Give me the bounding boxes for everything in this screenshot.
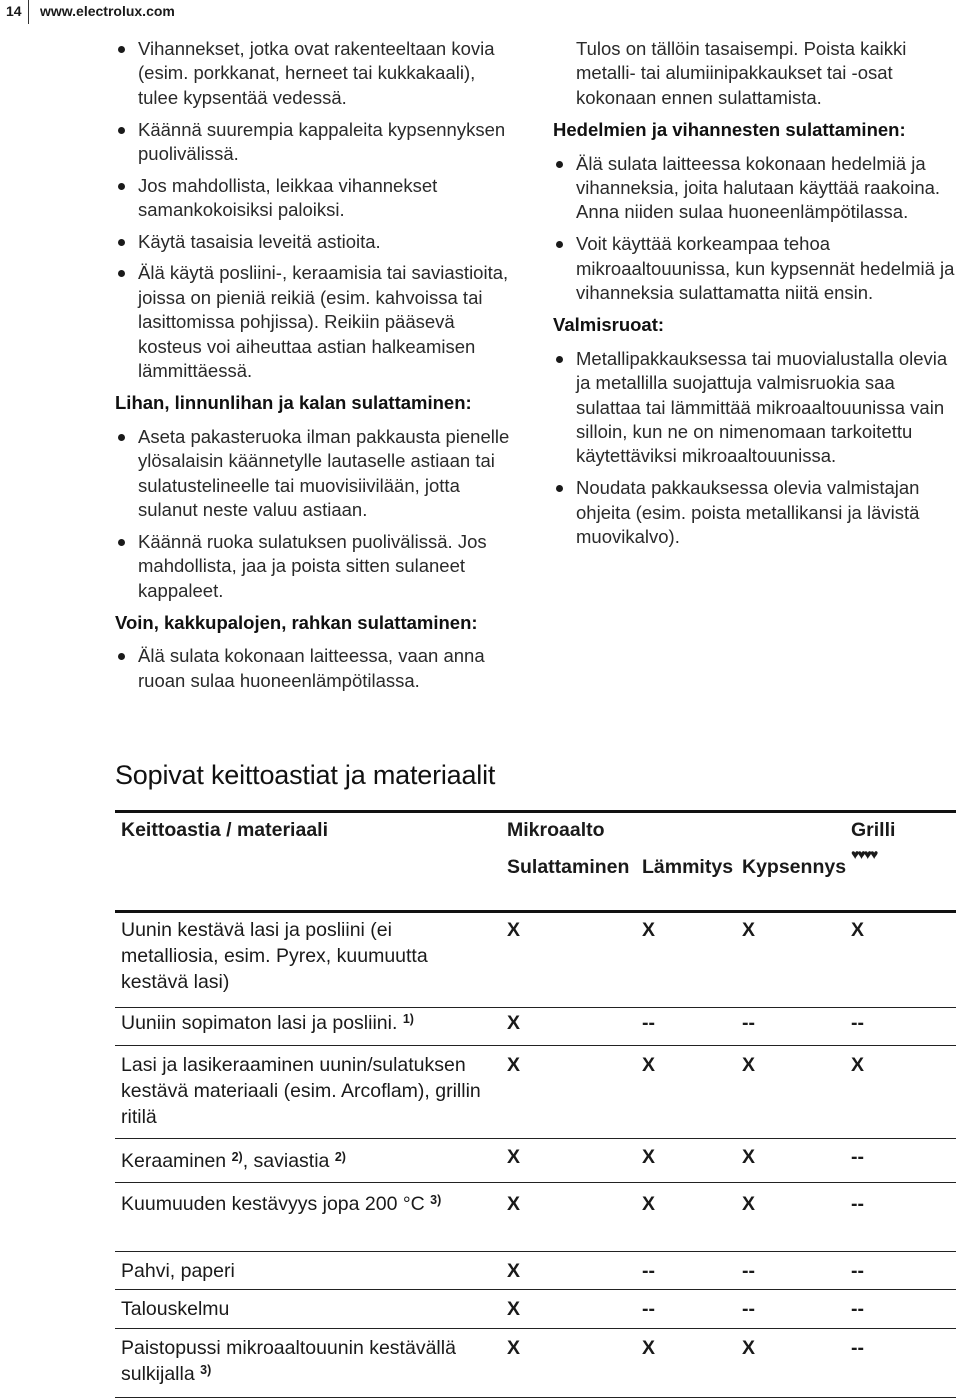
section-heading-butter: Voin, kakkupalojen, rahkan sulattaminen: [115, 612, 478, 634]
heat-cell: X [642, 1193, 656, 1215]
heat-cell: X [642, 1337, 656, 1359]
footnote-ref: 3) [200, 1363, 212, 1377]
cook-cell: X [742, 919, 756, 941]
list-item: Metallipakkauksessa tai muovialustalla olevia ja metallilla suojattuja valmisruokia saa sulattaa tai lämmittää mikroaaltouunissa vain silloin, kun ne on nimenomaan tarkoitettu käytettäviksi mikroaaltouunissa. [553, 347, 958, 469]
thaw-cell: X [507, 1146, 521, 1168]
table-header [115, 810, 956, 913]
footnote-ref: 3) [430, 1193, 442, 1207]
list-item: Voit käyttää korkeampaa tehoa mikroaaltouunissa, kun kypsennät hedelmiä ja vihanneksia sulattamatta niitä ensin. [553, 232, 958, 305]
header-grill: Grilli [851, 819, 896, 841]
list-item: Noudata pakkauksessa olevia valmistajan ohjeita (esim. poista metallikansi ja lävistä muovikalvo). [553, 476, 958, 549]
footnote-ref: 1) [402, 1012, 414, 1026]
cook-cell: X [742, 1146, 756, 1168]
cook-cell: X [742, 1193, 756, 1215]
thaw-cell: X [507, 1054, 521, 1076]
header-thaw: Sulattaminen [507, 856, 630, 878]
material-cell: Talouskelmu [121, 1298, 230, 1320]
grill-cell: -- [851, 1146, 864, 1168]
table-row [115, 1252, 956, 1290]
list-item: Aseta pakasteruoka ilman pakkausta pienelle ylösalaisin käännetylle lautaselle astiaan tai sulatustelineelle tai muovisiivilään, jotta sulanut neste valuu astiaan. [115, 425, 515, 523]
material-cell [121, 1148, 481, 1174]
cook-cell: -- [742, 1012, 755, 1034]
table-row [115, 913, 956, 1008]
material-text: Keraaminen [121, 1150, 227, 1172]
list-item: Käytä tasaisia leveitä astioita. [115, 230, 515, 254]
cook-cell: X [742, 1337, 756, 1359]
cook-cell: X [742, 1054, 756, 1076]
grill-cell: -- [851, 1012, 864, 1034]
material-text: Uuniin sopimaton lasi ja posliini. [121, 1012, 398, 1034]
material-cell [121, 1335, 491, 1387]
section-title: Sopivat keittoastiat ja materiaalit [115, 760, 496, 790]
header-heat: Lämmitys [642, 856, 734, 878]
page-number: 14 [6, 3, 22, 19]
list-item: Älä sulata laitteessa kokonaan hedelmiä ja vihanneksia, joita halutaan käyttää raakoina. Anna niiden sulaa huoneenlämpötilassa. [553, 152, 958, 225]
heat-cell: X [642, 1146, 656, 1168]
heat-cell: -- [642, 1260, 655, 1282]
grill-cell: X [851, 919, 865, 941]
site-url[interactable]: www.electrolux.com [40, 3, 175, 19]
cook-cell: -- [742, 1260, 755, 1282]
list-item: Älä sulata kokonaan laitteessa, vaan anna ruoan sulaa huoneenlämpötilassa. [115, 644, 515, 693]
section-heading-fruit: Hedelmien ja vihannesten sulattaminen: [553, 119, 906, 141]
material-cell: Uunin kestävä lasi ja posliini (ei metalliosia, esim. Pyrex, kuumuutta kestävä lasi) [121, 919, 428, 993]
footnote-ref: 2) [334, 1150, 346, 1164]
header-cook: Kypsennys [742, 856, 847, 878]
heat-cell: -- [642, 1012, 655, 1034]
right-column [553, 37, 958, 557]
thaw-cell: X [507, 1260, 521, 1282]
cook-cell: -- [742, 1298, 755, 1320]
table-row [115, 1008, 956, 1046]
material-text: Paistopussi mikroaaltouunin kestävällä sulkijalla [121, 1337, 456, 1385]
table-row [115, 1046, 956, 1139]
header-divider [28, 0, 29, 24]
grill-cell: -- [851, 1193, 864, 1215]
thaw-cell: X [507, 1193, 521, 1215]
list-item: Älä käytä posliini-, keraamisia tai saviastioita, joissa on pieniä reikiä (esim. kahvoissa tai lasittomissa pohjissa). Reikiin pääsevä kosteus voi aiheuttaa astian halkeamisen lämmittäessä. [115, 261, 515, 383]
header-microwave: Mikroaalto [507, 819, 605, 841]
material-cell [121, 1191, 491, 1217]
grill-power-icon: ♥♥♥♥ [851, 846, 877, 862]
heat-cell: X [642, 919, 656, 941]
grill-cell: X [851, 1054, 865, 1076]
continued-paragraph: Tulos on tällöin tasaisempi. Poista kaikki metalli- tai alumiinipakkaukset tai -osat kokonaan ennen sulattamista. [576, 38, 907, 108]
list-item: Vihannekset, jotka ovat rakenteeltaan kovia (esim. porkkanat, herneet tai kukkakaali), tulee kypsentää vedessä. [115, 37, 515, 110]
cookware-table [115, 810, 956, 1398]
page-header [0, 0, 960, 26]
grill-cell: -- [851, 1298, 864, 1320]
table-row [115, 1329, 956, 1398]
section-heading-ready-meals: Valmisruoat: [553, 314, 665, 336]
heat-cell: X [642, 1054, 656, 1076]
list-item: Käännä ruoka sulatuksen puolivälissä. Jos mahdollista, jaa ja poista sitten sulaneet kappaleet. [115, 530, 515, 603]
material-cell [121, 1010, 481, 1036]
material-cell: Lasi ja lasikeraaminen uunin/sulatuksen kestävä materiaali (esim. Arcoflam), grillin ritilä [121, 1054, 481, 1128]
left-column [115, 37, 515, 701]
thaw-cell: X [507, 1337, 521, 1359]
table-row [115, 1183, 956, 1252]
material-text: Kuumuuden kestävyys jopa 200 °C [121, 1193, 425, 1215]
list-item: Jos mahdollista, leikkaa vihannekset samankokoisiksi paloiksi. [115, 174, 515, 223]
grill-cell: -- [851, 1337, 864, 1359]
heat-cell: -- [642, 1298, 655, 1320]
list-item: Käännä suurempia kappaleita kypsennyksen puolivälissä. [115, 118, 515, 167]
table-row [115, 1139, 956, 1183]
grill-cell: -- [851, 1260, 864, 1282]
thaw-cell: X [507, 1298, 521, 1320]
header-material: Keittoastia / materiaali [121, 819, 328, 841]
section-heading-meat: Lihan, linnunlihan ja kalan sulattaminen: [115, 392, 472, 414]
footnote-ref: 2) [231, 1150, 243, 1164]
table-row [115, 1290, 956, 1329]
material-text-b: , saviastia [242, 1150, 330, 1172]
thaw-cell: X [507, 919, 521, 941]
material-cell: Pahvi, paperi [121, 1260, 235, 1282]
thaw-cell: X [507, 1012, 521, 1034]
